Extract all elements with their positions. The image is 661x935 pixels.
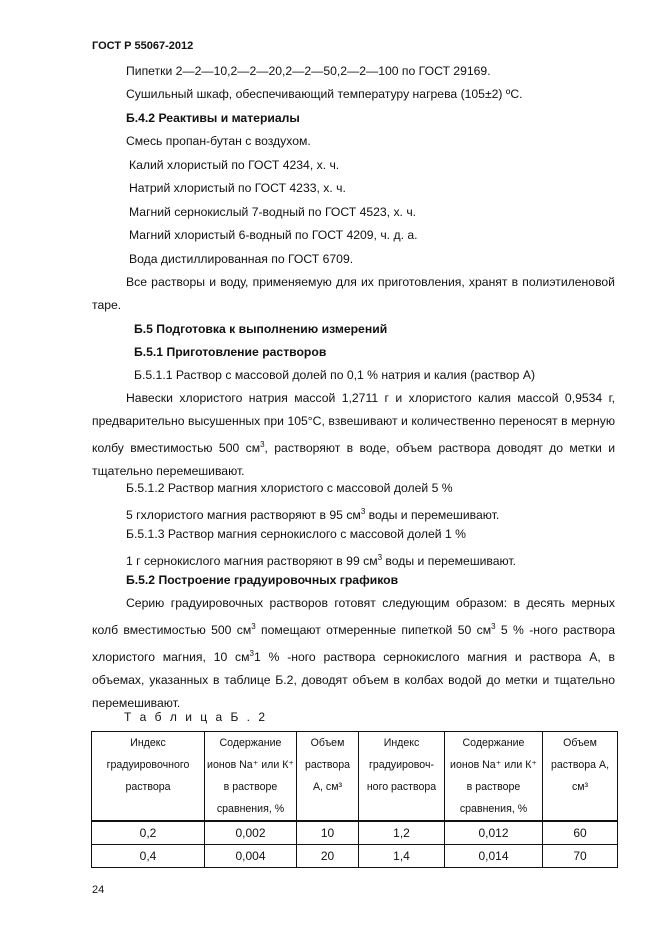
text-line-mgcl2: Магний хлористый 6-водный по ГОСТ 4209, ч. д. а.: [129, 228, 418, 242]
text-line-mgcl2-dissolve: 5 гхлористого магния растворяют в 95 $см^3$ воды и перемешивают.: [126, 507, 500, 523]
table-cell: 20: [297, 845, 359, 868]
table-header-cell: Индекс градуировочного раствора: [92, 732, 205, 822]
section-heading-preparation: Б.5 Подготовка к выполнению измерений: [134, 322, 388, 336]
table-cell: 1,2: [359, 821, 445, 845]
paragraph-calibration: Серию градуировочных растворов готовят следующим образом: в десять мерных колб вместимостью 500 $см^3$ помещают отмеренные пипеткой 50 $см^3$ 5 % -ного раствора хлористого магния, 10 $см^31$ % -ного раствора сернокислого магния и раствора А, в объемах, указанных в таблице Б.2, доводят объем в колбах водой до метки и тщательно перемешивают.: [92, 596, 615, 711]
text-line-kcl: Калий хлористый по ГОСТ 4234, х. ч.: [129, 158, 340, 172]
table-header-cell: Содержание ионов Na⁺ или К⁺ в растворе сравнения, %: [445, 732, 543, 822]
paragraph-storage: Все растворы и воду, применяемую для их приготовления, хранят в полиэтиленовой таре.: [92, 275, 615, 312]
table-cell: 0,004: [205, 845, 297, 868]
table-header-cell: Объем раствора А, см³: [543, 732, 618, 822]
document-header: ГОСТ Р 55067-2012: [92, 40, 194, 52]
table-row: [92, 821, 618, 845]
table-row: [92, 845, 618, 868]
paragraph-weighing: Навески хлористого натрия массой 1,2711 г и хлористого калия массой 0,9534 г, предварительно высушенных при 105°С, взвешивают и количественно переносят в мерную колбу вместимостью 500 $см^3$, растворяют в воде, объем раствора доводят до метки и тщательно перемешивают.: [92, 391, 615, 479]
text-line-drying-oven: Сушильный шкаф, обеспечивающий температуру нагрева (105±2) ºС.: [126, 87, 523, 101]
section-heading-solutions: Б.5.1 Приготовление растворов: [134, 345, 327, 359]
text-line-pipettes: Пипетки 2—2—10,2—2—20,2—2—50,2—2—100 по ГОСТ 29169.: [126, 64, 491, 78]
section-heading-calibration: Б.5.2 Построение градуировочных графиков: [126, 573, 399, 587]
table-cell: 10: [297, 821, 359, 845]
text-line-mgcl2-solution: Б.5.1.2 Раствор магния хлористого с массовой долей 5 %: [126, 481, 453, 495]
calibration-table: [91, 731, 618, 868]
text-line-propane: Смесь пропан-бутан с воздухом.: [126, 134, 311, 148]
table-header-cell: Индекс градуировоч- ного раствора: [359, 732, 445, 822]
text-line-mgso4-solution: Б.5.1.3 Раствор магния сернокислого с массовой долей 1 %: [126, 527, 466, 541]
table-header-row: [92, 732, 618, 822]
text-line-solution-a: Б.5.1.1 Раствор с массовой долей по 0,1 % натрия и калия (раствор А): [134, 368, 536, 382]
table-header-cell: Объем раствора А, см³: [297, 732, 359, 822]
text-line-nacl: Натрий хлористый по ГОСТ 4233, х. ч.: [129, 181, 346, 195]
section-heading-reagents: Б.4.2 Реактивы и материалы: [126, 111, 300, 125]
table-cell: 70: [543, 845, 618, 868]
page-number: 24: [92, 884, 105, 896]
table-caption: Т а б л и ц а Б . 2: [124, 710, 268, 724]
table-cell: 60: [543, 821, 618, 845]
text-line-water: Вода дистиллированная по ГОСТ 6709.: [129, 252, 354, 266]
table-header-cell: Содержание ионов Na⁺ или К⁺ в растворе сравнения, %: [205, 732, 297, 822]
table-cell: 0,002: [205, 821, 297, 845]
table-cell: 0,014: [445, 845, 543, 868]
table-cell: 0,4: [92, 845, 205, 868]
table-cell: 0,2: [92, 821, 205, 845]
table-cell: 1,4: [359, 845, 445, 868]
text-line-mgso4-dissolve: 1 г сернокислого магния растворяют в 99 $см^3$ воды и перемешивают.: [126, 553, 517, 569]
text-line-mgso4: Магний сернокислый 7-водный по ГОСТ 4523, х. ч.: [129, 205, 417, 219]
table-cell: 0,012: [445, 821, 543, 845]
